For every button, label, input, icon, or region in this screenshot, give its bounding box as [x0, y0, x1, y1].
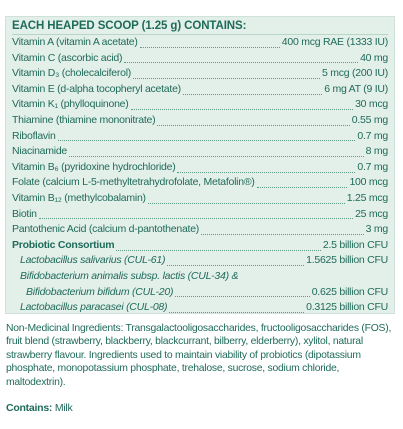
ingredient-amount: 30 mcg — [355, 98, 388, 111]
probiotic-amount: 2.5 billion CFU — [322, 238, 388, 251]
probiotic-name: Probiotic Consortium — [12, 238, 115, 251]
ingredient-name: Vitamin C (ascorbic acid) — [12, 51, 123, 64]
strain-name: Lactobacillus salivarius (CUL-61) — [20, 254, 166, 267]
ingredient-name: Vitamin D₃ (cholecalciferol) — [12, 67, 132, 80]
ingredient-amount: 0.7 mg — [357, 160, 388, 173]
ingredient-row — [12, 191, 388, 207]
ingredient-amount: 40 mg — [360, 51, 388, 64]
ingredient-name: Pantothenic Acid (calcium d-pantothenate) — [12, 223, 200, 236]
panel-header: EACH HEAPED SCOOP (1.25 g) CONTAINS: — [12, 20, 247, 32]
ingredient-name: Vitamin E (d-alpha tocopheryl acetate) — [12, 82, 181, 95]
ingredient-name: Vitamin B₁₂ (methylcobalamin) — [12, 191, 146, 204]
leader-dots — [167, 256, 304, 266]
strain-row — [12, 269, 388, 285]
ingredient-row — [12, 129, 388, 145]
leader-dots — [169, 303, 304, 313]
strain-name: Bifidobacterium bifidum (CUL-20) — [26, 285, 174, 298]
leader-dots — [201, 225, 364, 235]
ingredient-amount: 0.7 mg — [357, 129, 388, 142]
ingredient-row — [12, 97, 388, 113]
ingredient-row — [12, 144, 388, 160]
ingredient-name: Biotin — [12, 207, 37, 220]
leader-dots — [157, 116, 349, 126]
ingredient-amount: 6 mg AT (9 IU) — [324, 82, 388, 95]
ingredient-name: Vitamin A (vitamin A acetate) — [12, 36, 138, 48]
ingredient-row — [12, 113, 388, 129]
contains-value: Milk — [54, 402, 73, 414]
strain-amount: 0.3125 billion CFU — [306, 301, 388, 314]
contains-label: Contains: — [6, 402, 53, 414]
ingredient-amount: 400 mcg RAE (1333 IU) — [281, 36, 388, 48]
ingredient-amount: 0.55 mg — [351, 113, 388, 126]
ingredient-row — [12, 66, 388, 82]
nutrition-panel — [5, 16, 395, 314]
strain-amount: 0.625 billion CFU — [311, 285, 388, 298]
leader-dots — [177, 163, 355, 173]
ingredient-name: Niacinamide — [12, 145, 68, 158]
ingredient-amount: 25 mcg — [355, 207, 388, 220]
strain-name: Lactobacillus paracasei (CUL-08) — [20, 301, 168, 314]
strain-amount: 1.5625 billion CFU — [306, 254, 388, 267]
leader-dots — [131, 100, 354, 110]
ingredient-name: Riboflavin — [12, 129, 56, 142]
ingredient-row — [12, 51, 388, 67]
ingredient-amount: 5 mcg (200 IU) — [322, 67, 388, 80]
ingredient-row — [12, 160, 388, 176]
leader-dots — [39, 209, 353, 219]
leader-dots — [257, 178, 348, 188]
ingredient-name: Vitamin K₁ (phylloquinone) — [12, 98, 129, 111]
ingredient-amount: 8 mg — [365, 145, 388, 158]
ingredient-row — [12, 175, 388, 191]
strain-row — [12, 285, 388, 301]
ingredient-row — [12, 222, 388, 238]
ingredient-amount: 3 mg — [365, 223, 388, 236]
ingredient-name: Thiamine (thiamine mononitrate) — [12, 113, 156, 126]
leader-dots — [140, 38, 280, 48]
probiotic-row — [12, 238, 388, 254]
leader-dots — [133, 69, 320, 79]
ingredient-row — [12, 34, 388, 51]
allergen-statement — [6, 402, 73, 414]
leader-dots — [69, 147, 364, 157]
ingredient-name: Folate (calcium L-5-methyltetrahydrofolate, Metafolin®) — [12, 176, 255, 189]
non-medicinal-ingredients: Non-Medicinal Ingredients: Transgalactooligosaccharides, fructooligosaccharides (FOS), fruit blend (strawberry, blackberry, blackcurrant, bilberry, elderberry), xylitol, natural strawberry flavour. Ingredients used to maintain viability of probiotics (dipotassium phosphate, monopotassium phosphate, trehalose, sucrose, sodium chloride, maltodextrin). — [6, 323, 392, 388]
strain-row — [12, 300, 388, 316]
ingredient-name: Vitamin B₆ (pyridoxine hydrochloride) — [12, 160, 176, 173]
ingredient-amount: 100 mcg — [349, 176, 388, 189]
leader-dots — [116, 241, 321, 251]
leader-dots — [124, 53, 358, 63]
leader-dots — [175, 287, 309, 297]
ingredient-row — [12, 82, 388, 98]
strain-name: Bifidobacterium animalis subsp. lactis (CUL-34) & — [20, 269, 239, 282]
leader-dots — [148, 194, 345, 204]
leader-dots — [58, 131, 356, 141]
leader-dots — [183, 85, 322, 95]
ingredient-amount: 1.25 mcg — [346, 191, 388, 204]
strain-row — [12, 253, 388, 269]
ingredient-row — [12, 207, 388, 223]
